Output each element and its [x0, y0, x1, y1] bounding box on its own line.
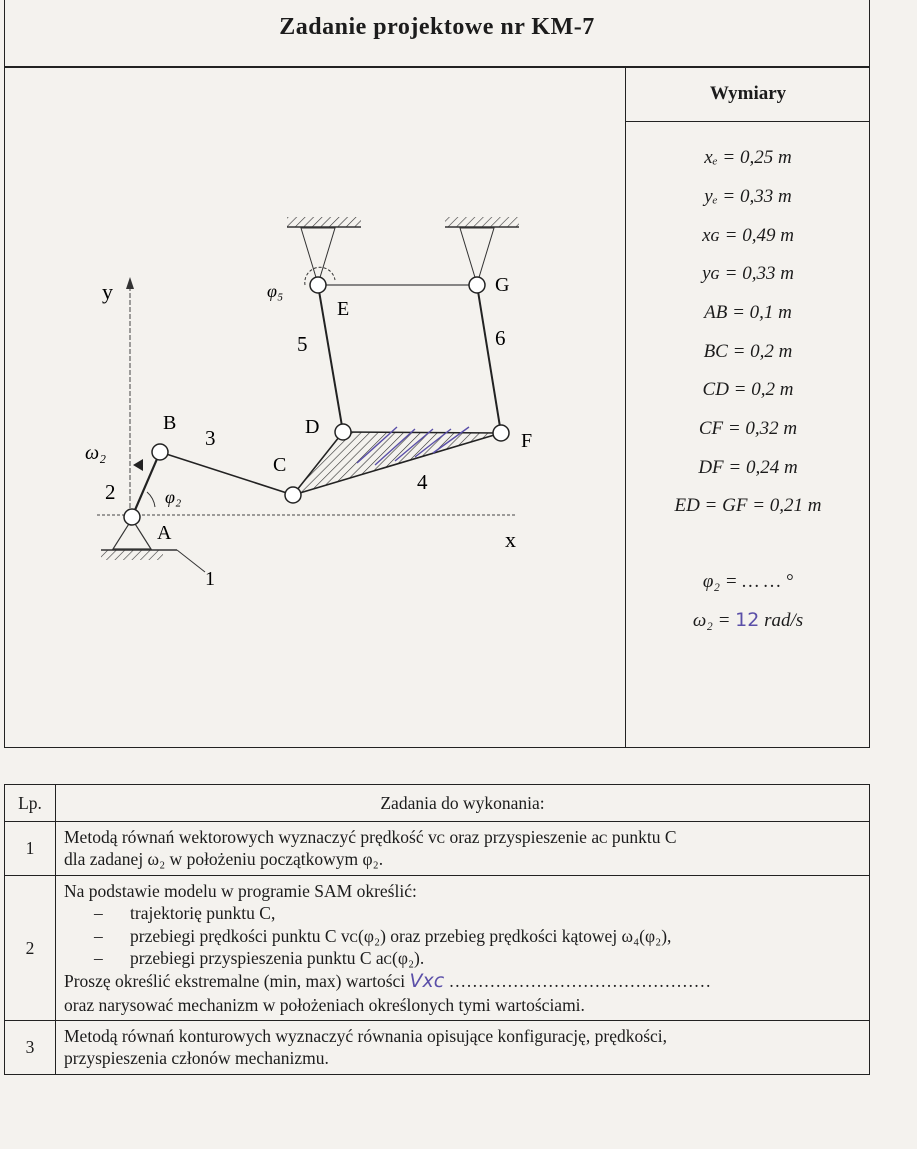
- task-2-dots: ………………………………………: [444, 971, 712, 992]
- dim-xe: xₑ = 0,25 m: [704, 147, 792, 168]
- dimensions-heading: Wymiary: [626, 67, 870, 122]
- label-a: A: [157, 522, 172, 544]
- task-1-line-1: Metodą równań wektorowych wyznaczyć prędkość vᴄ oraz przyspieszenie aᴄ punktu C: [64, 827, 677, 847]
- y-axis-arrow: [126, 277, 134, 289]
- task-3-text: [56, 1021, 870, 1075]
- joint-d: [335, 424, 351, 440]
- joint-f: [493, 425, 509, 441]
- link-6-gf: [477, 285, 501, 433]
- dim-ab: AB = 0,1 m: [704, 302, 792, 323]
- mechanism-diagram: [5, 67, 621, 745]
- task-row-3: [5, 1021, 870, 1075]
- task-1-text: [56, 822, 870, 876]
- link-2-ab: [132, 452, 160, 517]
- label-e: E: [337, 298, 350, 320]
- task-3-number: 3: [5, 1021, 56, 1075]
- label-3: 3: [205, 426, 216, 450]
- dim-ye: yₑ = 0,33 m: [704, 186, 792, 207]
- task-2-bullet-3: – przebiegi przyspieszenia punktu C aᴄ(φ₂).: [94, 947, 425, 968]
- omega-arrow: [133, 459, 143, 471]
- label-phi5: φ₅: [267, 281, 284, 301]
- task-1-number: 1: [5, 822, 56, 876]
- joint-a: [124, 509, 140, 525]
- tasks-header-row: [5, 785, 870, 822]
- task-2-extreme-prefix: Proszę określić ekstremalne (min, max) wartości: [64, 971, 410, 992]
- task-2-extreme-line: [64, 969, 861, 993]
- label-b: B: [163, 412, 177, 434]
- tasks-table: [4, 784, 870, 1075]
- omega2-prefix: ω₂ =: [692, 610, 736, 631]
- omega2-line: [626, 609, 870, 632]
- dim-xg: xɢ = 0,49 m: [702, 225, 794, 246]
- task-2-bullet-2: – przebiegi prędkości punktu C vᴄ(φ₂) oraz przebieg prędkości kątowej ω₄(φ₂),: [94, 925, 672, 946]
- ground-support-e: [287, 217, 361, 284]
- label-5: 5: [297, 332, 308, 356]
- omega2-handwritten-value: 12: [735, 609, 760, 631]
- task-row-1: [5, 822, 870, 876]
- joint-e: [310, 277, 326, 293]
- task-3-line-2: przyspieszenia członów mechanizmu.: [64, 1048, 329, 1069]
- label-4: 4: [417, 470, 428, 494]
- task-2-bullet-1: – trajektorię punktu C,: [94, 903, 276, 924]
- dim-yg: yɢ = 0,33 m: [702, 263, 794, 284]
- dim-bc: BC = 0,2 m: [703, 341, 793, 362]
- label-d: D: [305, 416, 320, 438]
- phi2-arc: [147, 492, 155, 507]
- main-panel: [4, 66, 870, 748]
- label-g: G: [495, 274, 510, 296]
- dim-cd: CD = 0,2 m: [702, 379, 794, 400]
- label-c: C: [273, 454, 287, 476]
- header-title: Zadania do wykonania:: [56, 785, 870, 822]
- label-1: 1: [205, 568, 215, 590]
- task-2-last-line: oraz narysować mechanizm w położeniach określonych tymi wartościami.: [64, 994, 585, 1015]
- phi2-value: φ₂ = … … °: [702, 571, 794, 592]
- label-2: 2: [105, 480, 116, 504]
- task-2-text: [56, 875, 870, 1020]
- task-1-line-2: dla zadanej ω₂ w położeniu początkowym φ₂.: [64, 849, 384, 870]
- label-f: F: [521, 430, 533, 452]
- header-lp: Lp.: [5, 785, 56, 822]
- x-label: x: [505, 527, 516, 552]
- label-omega2: ω₂: [85, 442, 107, 464]
- dim-ed-gf: ED = GF = 0,21 m: [674, 495, 822, 516]
- dim-df: DF = 0,24 m: [698, 457, 798, 478]
- omega2-unit: rad/s: [759, 610, 804, 631]
- dimensions-column: [625, 67, 870, 747]
- task-2-extreme-handwritten: Vxc: [409, 970, 445, 993]
- page-title: Zadanie projektowe nr KM-7: [279, 14, 595, 40]
- title-box: [4, 0, 870, 68]
- task-row-2: [5, 875, 870, 1020]
- joint-g: [469, 277, 485, 293]
- label-phi2: φ₂: [165, 487, 182, 507]
- task-2-intro: Na podstawie modelu w programie SAM określić:: [64, 880, 417, 901]
- joint-c: [285, 487, 301, 503]
- joint-b: [152, 444, 168, 460]
- task-3-line-1: Metodą równań konturowych wyznaczyć równania opisujące konfigurację, prędkości,: [64, 1026, 668, 1047]
- y-label: y: [102, 279, 113, 304]
- dim-cf: CF = 0,32 m: [698, 418, 798, 439]
- link-4-triangle: [293, 432, 501, 495]
- task-2-number: 2: [5, 875, 56, 1020]
- label-6: 6: [495, 326, 506, 350]
- frame-1-pointer: [177, 550, 205, 572]
